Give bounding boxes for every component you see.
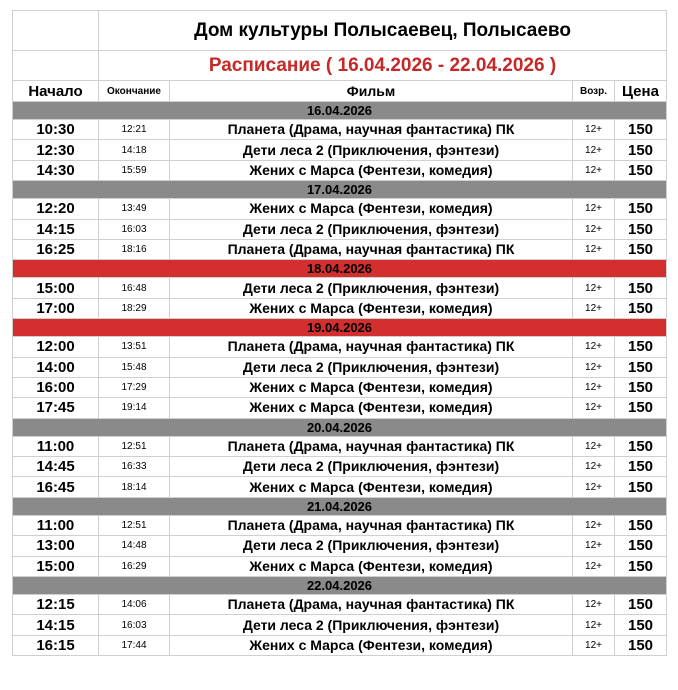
- session-price: 150: [615, 219, 667, 239]
- session-start-time: 16:45: [13, 477, 99, 497]
- session-price: 150: [615, 199, 667, 219]
- session-age-rating: 12+: [573, 219, 615, 239]
- session-film-title: Дети леса 2 (Приключения, фэнтези): [170, 457, 573, 477]
- session-film-title: Жених с Марса (Фентези, комедия): [170, 160, 573, 180]
- session-price: 150: [615, 436, 667, 456]
- session-end-time: 14:06: [99, 595, 170, 615]
- session-film-title: Жених с Марса (Фентези, комедия): [170, 556, 573, 576]
- session-price: 150: [615, 120, 667, 140]
- session-end-time: 16:29: [99, 556, 170, 576]
- session-row: [13, 239, 667, 259]
- header-row: [13, 81, 667, 102]
- session-start-time: 14:15: [13, 219, 99, 239]
- session-row: [13, 436, 667, 456]
- session-film-title: Дети леса 2 (Приключения, фэнтези): [170, 219, 573, 239]
- session-age-rating: 12+: [573, 615, 615, 635]
- session-film-title: Планета (Драма, научная фантастика) ПК: [170, 515, 573, 535]
- session-row: [13, 140, 667, 160]
- session-age-rating: 12+: [573, 556, 615, 576]
- session-start-time: 12:00: [13, 337, 99, 357]
- session-price: 150: [615, 515, 667, 535]
- session-price: 150: [615, 298, 667, 318]
- session-price: 150: [615, 140, 667, 160]
- session-row: [13, 199, 667, 219]
- session-age-rating: 12+: [573, 239, 615, 259]
- session-age-rating: 12+: [573, 298, 615, 318]
- session-price: 150: [615, 635, 667, 655]
- session-end-time: 18:29: [99, 298, 170, 318]
- session-end-time: 19:14: [99, 398, 170, 418]
- session-row: [13, 635, 667, 655]
- session-row: [13, 515, 667, 535]
- session-film-title: Жених с Марса (Фентези, комедия): [170, 377, 573, 397]
- session-film-title: Дети леса 2 (Приключения, фэнтези): [170, 615, 573, 635]
- subtitle-spacer: [13, 51, 99, 81]
- session-start-time: 17:00: [13, 298, 99, 318]
- session-age-rating: 12+: [573, 377, 615, 397]
- session-row: [13, 477, 667, 497]
- session-film-title: Жених с Марса (Фентези, комедия): [170, 477, 573, 497]
- session-start-time: 12:20: [13, 199, 99, 219]
- header-age: Возр.: [573, 81, 615, 102]
- day-date: 22.04.2026: [13, 577, 667, 595]
- day-separator: [13, 577, 667, 595]
- session-start-time: 17:45: [13, 398, 99, 418]
- session-film-title: Жених с Марса (Фентези, комедия): [170, 298, 573, 318]
- subtitle-row: [13, 51, 667, 81]
- session-end-time: 17:29: [99, 377, 170, 397]
- session-end-time: 18:16: [99, 239, 170, 259]
- session-start-time: 16:25: [13, 239, 99, 259]
- session-film-title: Жених с Марса (Фентези, комедия): [170, 199, 573, 219]
- session-age-rating: 12+: [573, 515, 615, 535]
- header-price: Цена: [615, 81, 667, 102]
- session-age-rating: 12+: [573, 199, 615, 219]
- session-price: 150: [615, 337, 667, 357]
- session-row: [13, 357, 667, 377]
- session-end-time: 12:21: [99, 120, 170, 140]
- session-end-time: 14:18: [99, 140, 170, 160]
- session-row: [13, 160, 667, 180]
- session-row: [13, 595, 667, 615]
- session-age-rating: 12+: [573, 595, 615, 615]
- day-separator: [13, 319, 667, 337]
- session-row: [13, 120, 667, 140]
- session-row: [13, 337, 667, 357]
- schedule-body: [13, 11, 667, 656]
- session-film-title: Дети леса 2 (Приключения, фэнтези): [170, 278, 573, 298]
- title-row: [13, 11, 667, 51]
- session-price: 150: [615, 536, 667, 556]
- session-start-time: 15:00: [13, 556, 99, 576]
- session-price: 150: [615, 615, 667, 635]
- schedule-period: Расписание ( 16.04.2026 - 22.04.2026 ): [99, 51, 667, 81]
- session-film-title: Планета (Драма, научная фантастика) ПК: [170, 436, 573, 456]
- session-start-time: 10:30: [13, 120, 99, 140]
- session-age-rating: 12+: [573, 278, 615, 298]
- title-spacer: [13, 11, 99, 51]
- session-row: [13, 536, 667, 556]
- session-age-rating: 12+: [573, 457, 615, 477]
- session-start-time: 13:00: [13, 536, 99, 556]
- session-start-time: 14:30: [13, 160, 99, 180]
- session-film-title: Дети леса 2 (Приключения, фэнтези): [170, 536, 573, 556]
- header-start: Начало: [13, 81, 99, 102]
- day-date: 21.04.2026: [13, 497, 667, 515]
- session-end-time: 18:14: [99, 477, 170, 497]
- session-film-title: Дети леса 2 (Приключения, фэнтези): [170, 357, 573, 377]
- session-film-title: Жених с Марса (Фентези, комедия): [170, 398, 573, 418]
- day-date: 18.04.2026: [13, 260, 667, 278]
- session-end-time: 16:48: [99, 278, 170, 298]
- session-row: [13, 377, 667, 397]
- session-price: 150: [615, 239, 667, 259]
- session-price: 150: [615, 398, 667, 418]
- session-row: [13, 398, 667, 418]
- session-end-time: 15:59: [99, 160, 170, 180]
- session-row: [13, 615, 667, 635]
- day-date: 16.04.2026: [13, 102, 667, 120]
- session-start-time: 11:00: [13, 515, 99, 535]
- session-age-rating: 12+: [573, 477, 615, 497]
- session-start-time: 14:15: [13, 615, 99, 635]
- session-age-rating: 12+: [573, 357, 615, 377]
- session-start-time: 15:00: [13, 278, 99, 298]
- session-row: [13, 457, 667, 477]
- session-end-time: 12:51: [99, 436, 170, 456]
- session-start-time: 14:45: [13, 457, 99, 477]
- session-age-rating: 12+: [573, 160, 615, 180]
- header-end: Окончание: [99, 81, 170, 102]
- session-end-time: 16:03: [99, 615, 170, 635]
- session-end-time: 16:03: [99, 219, 170, 239]
- session-age-rating: 12+: [573, 120, 615, 140]
- session-end-time: 13:51: [99, 337, 170, 357]
- header-film: Фильм: [170, 81, 573, 102]
- day-separator: [13, 497, 667, 515]
- session-age-rating: 12+: [573, 536, 615, 556]
- session-start-time: 12:30: [13, 140, 99, 160]
- session-price: 150: [615, 160, 667, 180]
- session-end-time: 13:49: [99, 199, 170, 219]
- session-film-title: Жених с Марса (Фентези, комедия): [170, 635, 573, 655]
- session-price: 150: [615, 278, 667, 298]
- session-start-time: 16:15: [13, 635, 99, 655]
- session-price: 150: [615, 457, 667, 477]
- session-film-title: Планета (Драма, научная фантастика) ПК: [170, 337, 573, 357]
- session-end-time: 17:44: [99, 635, 170, 655]
- page-title: Дом культуры Полысаевец, Полысаево: [99, 11, 667, 51]
- session-end-time: 15:48: [99, 357, 170, 377]
- session-age-rating: 12+: [573, 398, 615, 418]
- schedule-table: [12, 10, 667, 656]
- session-age-rating: 12+: [573, 436, 615, 456]
- session-start-time: 14:00: [13, 357, 99, 377]
- session-price: 150: [615, 556, 667, 576]
- day-separator: [13, 181, 667, 199]
- day-separator: [13, 260, 667, 278]
- session-age-rating: 12+: [573, 337, 615, 357]
- session-row: [13, 278, 667, 298]
- day-separator: [13, 418, 667, 436]
- session-row: [13, 298, 667, 318]
- session-film-title: Дети леса 2 (Приключения, фэнтези): [170, 140, 573, 160]
- session-row: [13, 556, 667, 576]
- session-age-rating: 12+: [573, 140, 615, 160]
- session-price: 150: [615, 357, 667, 377]
- session-end-time: 12:51: [99, 515, 170, 535]
- day-date: 19.04.2026: [13, 319, 667, 337]
- session-film-title: Планета (Драма, научная фантастика) ПК: [170, 595, 573, 615]
- session-film-title: Планета (Драма, научная фантастика) ПК: [170, 120, 573, 140]
- day-separator: [13, 102, 667, 120]
- session-film-title: Планета (Драма, научная фантастика) ПК: [170, 239, 573, 259]
- session-end-time: 14:48: [99, 536, 170, 556]
- session-price: 150: [615, 477, 667, 497]
- session-price: 150: [615, 595, 667, 615]
- session-price: 150: [615, 377, 667, 397]
- session-row: [13, 219, 667, 239]
- session-end-time: 16:33: [99, 457, 170, 477]
- day-date: 17.04.2026: [13, 181, 667, 199]
- session-start-time: 11:00: [13, 436, 99, 456]
- day-date: 20.04.2026: [13, 418, 667, 436]
- session-start-time: 12:15: [13, 595, 99, 615]
- session-start-time: 16:00: [13, 377, 99, 397]
- session-age-rating: 12+: [573, 635, 615, 655]
